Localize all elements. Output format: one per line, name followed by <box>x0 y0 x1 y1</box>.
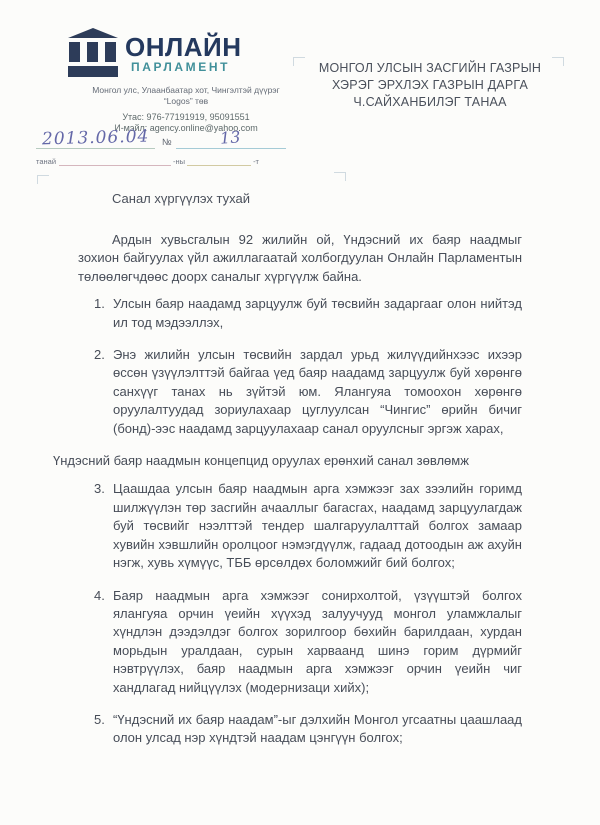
org-name-primary: ОНЛАЙН <box>125 32 242 62</box>
parliament-building-icon <box>68 28 118 77</box>
org-address-line2: “Logos” төв <box>163 95 209 106</box>
list-item <box>78 711 522 748</box>
org-phone: Утас: 976-77191919, 95091551 <box>122 112 250 122</box>
list-item-text: Цаашдаа улсын баяр наадмын арга хэмжээг зах зээлийн горимд шилжүүлэн төр засгийн ачааллыг багасгах, наадамд зарцуулагдаж буй төсвийг нээлттэй тендер шалгаруулалттай болгох замаар хувийн хэвшлийн оролцоог нэмэгдүүлж, гадаад дотоодын аж ахуйн нэгж, хувь хүмүүс, ТББ өрсөлдөх боломжийг бий болгох; <box>113 481 522 571</box>
reply-reference-row <box>36 157 286 166</box>
list-item-number: 1. <box>94 296 105 312</box>
list-item-number: 5. <box>94 711 105 727</box>
org-email: И-мэйл: agency.online@yahoo.com <box>114 123 258 133</box>
list-item-text: “Үндэсний их баяр наадам”-ыг дэлхийн Монгол угсаатны цаашлаад олон улсад нэр хүндтэй наадам цэнгүүн болгох; <box>113 711 522 746</box>
concept-subheading: Үндэсний баяр наадмын концепцид оруулах ерөнхий санал зөвлөмж <box>53 453 469 469</box>
org-name <box>125 28 241 74</box>
letter-body <box>53 231 522 762</box>
number-sign: № <box>162 137 172 147</box>
reply-word: танай <box>36 157 57 166</box>
corner-mark <box>334 172 346 181</box>
org-logo <box>68 28 241 77</box>
list-item-number: 4. <box>94 587 105 603</box>
org-address-line1: Монгол улс, Улаанбаатар хот, Чингэлтэй дүүрэг <box>92 85 280 95</box>
list-item-text: Улсын баяр наадамд зарцуулж буй төсвийн задаргааг олон нийтэд ил тод мэдээллэх, <box>113 296 522 330</box>
recipient-line1: МОНГОЛ УЛСЫН ЗАСГИЙН ГАЗРЫН <box>318 61 542 75</box>
intro-paragraph: Ардын хувьсгалын 92 жилийн ой, Үндэсний их баяр наадмыг зохион байгуулах үйл ажиллагаатай холбогдуулан Онлайн Парламентын төлөөлөгчдөөс доорх саналыг хүргүүлж байна. <box>78 232 522 284</box>
corner-mark <box>293 57 305 66</box>
reply-blank-line-2 <box>187 165 251 166</box>
list-item <box>78 587 522 697</box>
list-item-number: 2. <box>94 347 105 363</box>
number-blank-line <box>176 128 286 149</box>
list-item <box>78 480 522 572</box>
date-blank-line <box>36 128 155 149</box>
org-name-secondary: ПАРЛАМЕНТ <box>131 60 231 74</box>
reply-suffix-2: -т <box>253 157 259 166</box>
list-item <box>78 346 522 438</box>
reply-suffix-1: -ны <box>173 157 186 166</box>
reply-blank-line-1 <box>59 165 171 166</box>
list-item <box>78 295 522 332</box>
corner-mark <box>552 57 564 66</box>
handwritten-number: 13 <box>219 127 242 148</box>
date-number-row <box>36 128 286 149</box>
recipient-line2: ХЭРЭГ ЭРХЛЭХ ГАЗРЫН ДАРГА <box>331 78 529 92</box>
subject-line: Санал хүргүүлэх тухай <box>112 191 250 206</box>
recipient-line3: Ч.САЙХАНБИЛЭГ ТАНАА <box>353 95 507 109</box>
handwritten-date: 2013.06.04 <box>41 126 150 150</box>
reference-area <box>36 128 286 166</box>
list-item-text: Энэ жилийн улсын төсвийн зардал урьд жилүүдийнхээс ихээр өссөн үзүүлэлттэй байгаа үед баяр наадамд зарцуулж буй хөрөнгө санхүүг танах нь зүйтэй юм. Ялангуяа томоохон хөрөнгө оруулалтуудад зориулахаар цуглуулсан “Чингис” өрийн бичиг (бонд)-ээс наадамд зарцуулахаар санал оруулсныг эргэж харах, <box>113 347 522 436</box>
list-item-number: 3. <box>94 481 105 497</box>
org-address-block <box>55 85 317 134</box>
corner-mark <box>37 175 49 184</box>
list-item-text: Баяр наадмын арга хэмжээг сонирхолтой, үзүүштэй болгох ялангуяа орчин үеийн хүүхэд залуучууд монгол уламжлалыг хүндлэн дээдэлдэг болгох зорилгоор бөхийн барилдаан, хурдан морьдын уралдаан, сурын харваанд шинэ горим дүрмийг нэвтрүүлэх, баяр наадмын арга хэмжээг орчин үеийн чиг хандлагад нийцүүлэх (модернизаци хийх); <box>113 587 522 695</box>
recipient-block <box>298 60 562 111</box>
